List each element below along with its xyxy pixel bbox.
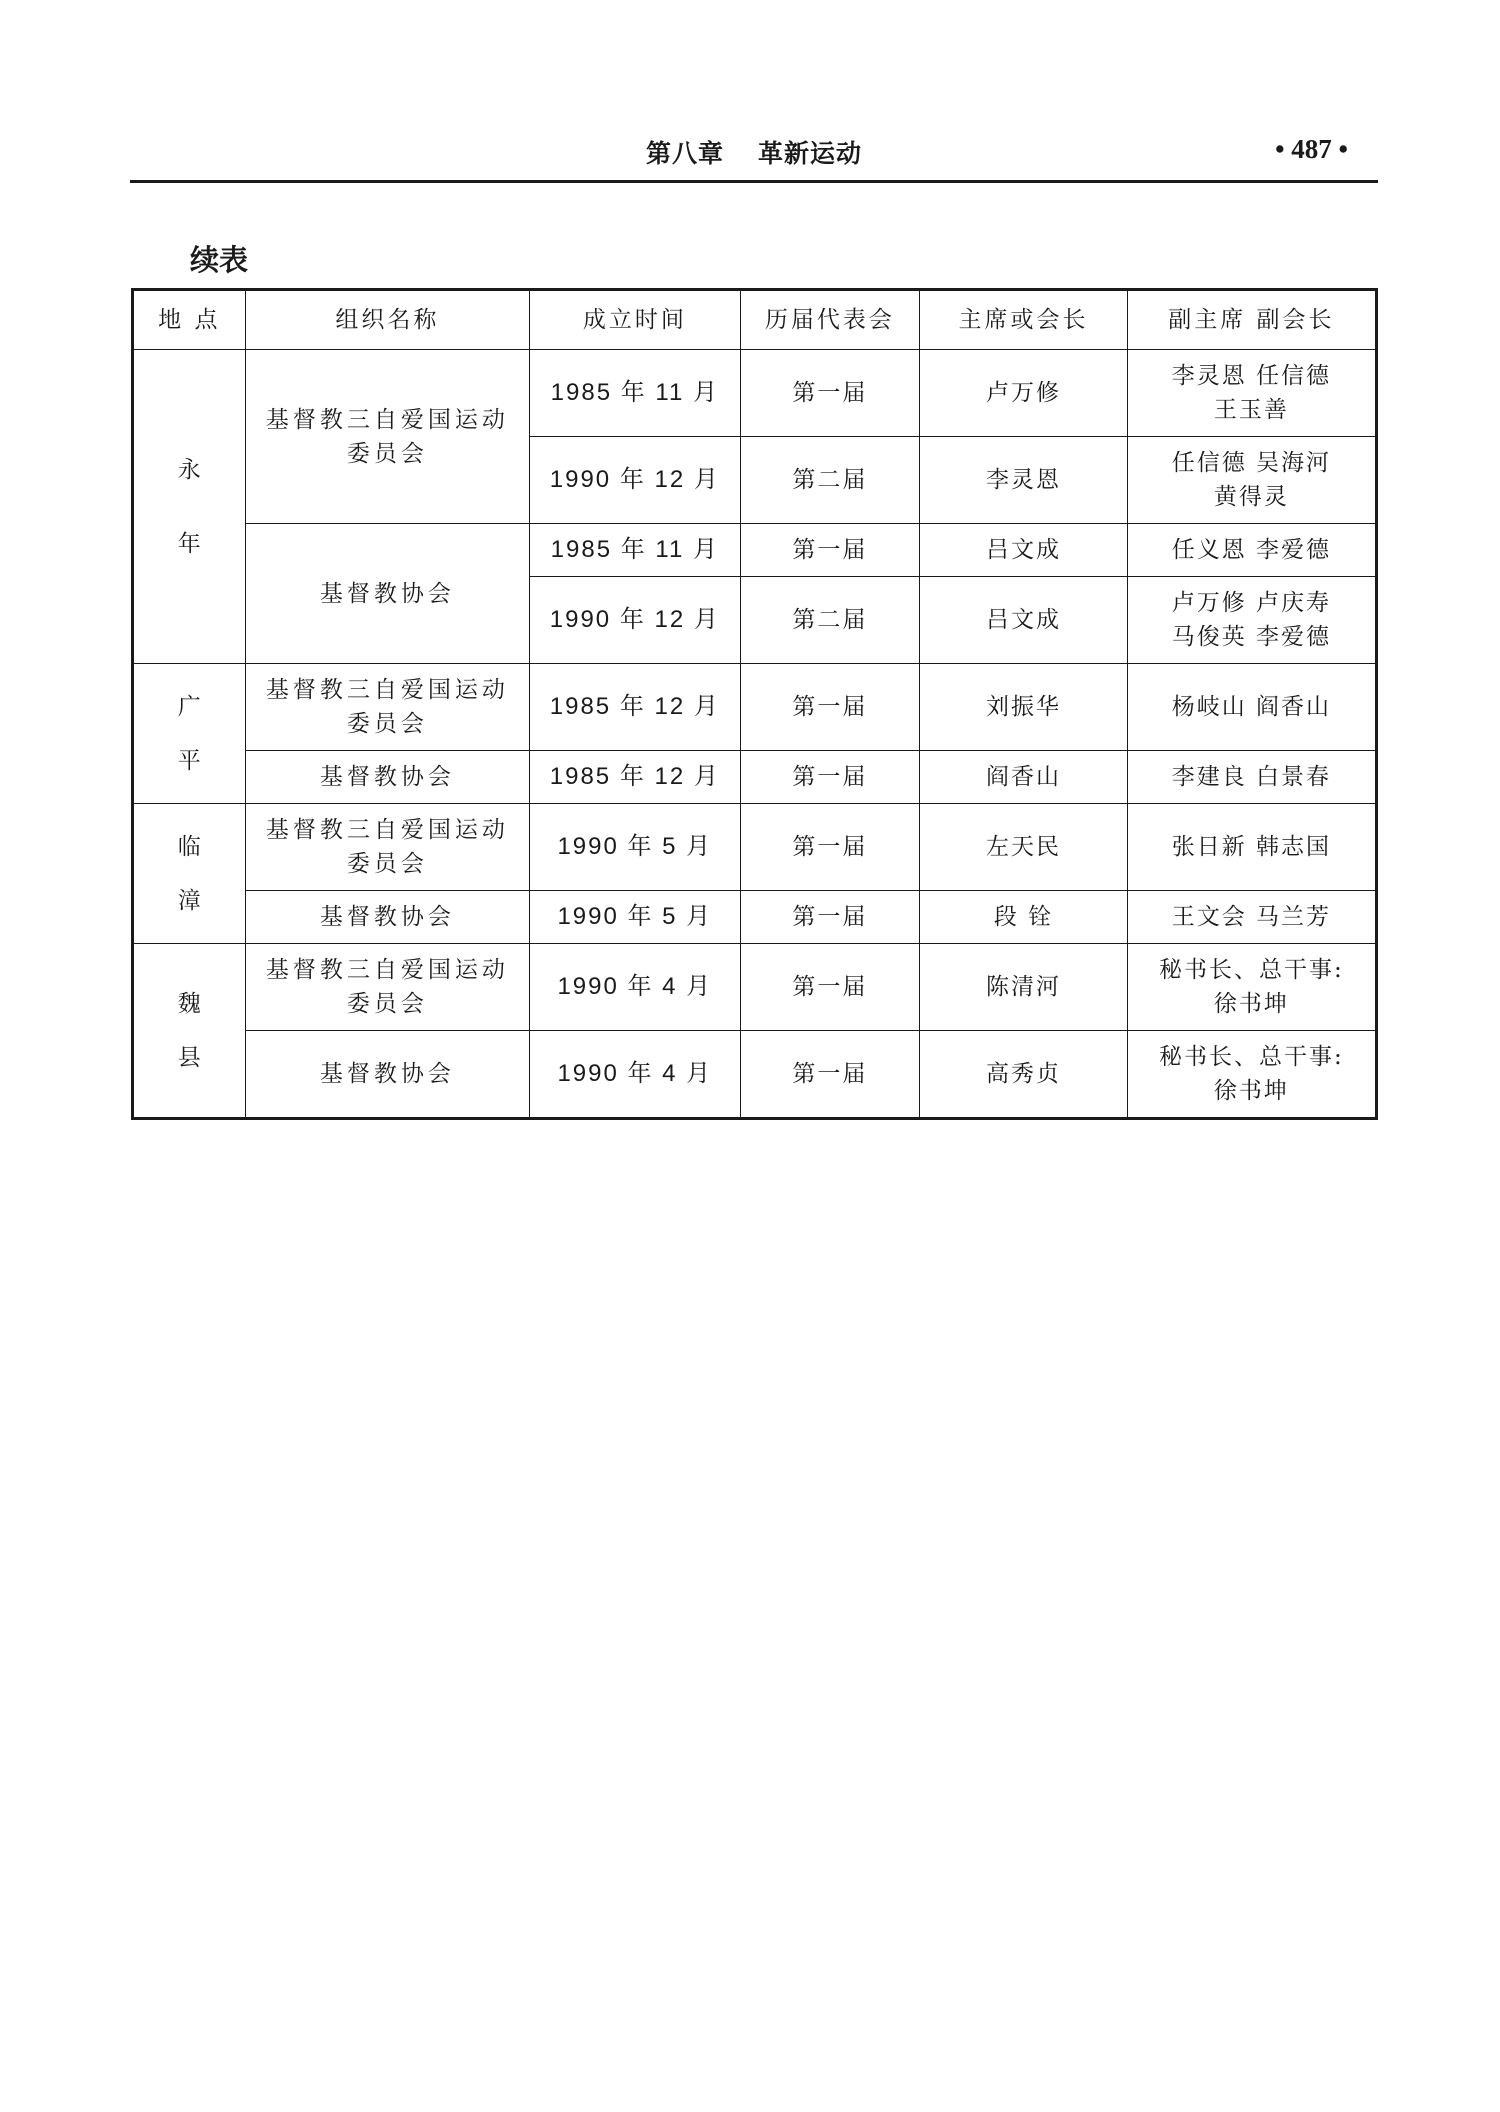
header-session: 历届代表会: [740, 290, 920, 350]
org-name-cell: 基督教协会: [245, 524, 530, 664]
vice-line: 秘书长、总干事:: [1159, 957, 1344, 983]
vice-line: 黄得灵: [1213, 484, 1289, 510]
place-cell-guangping: [133, 664, 246, 804]
place-char: 永: [177, 456, 201, 483]
chapter-label: 第八章: [645, 139, 724, 168]
session-cell: 第一届: [740, 1031, 920, 1119]
vice-line: 徐书坤: [1213, 1078, 1289, 1104]
vice-line: 杨岐山 阎香山: [1171, 694, 1332, 720]
place-cell-yongnian: [133, 350, 246, 664]
vice-line: 任义恩 李爱德: [1171, 537, 1332, 563]
header-founded-date: 成立时间: [530, 290, 740, 350]
chair-cell: 阎香山: [920, 751, 1128, 804]
vice-cell: [1127, 350, 1376, 437]
place-char: 县: [177, 1044, 201, 1071]
chair-cell: 吕文成: [920, 577, 1128, 664]
org-name-cell: 基督教协会: [245, 891, 530, 944]
header-place: 地 点: [133, 290, 246, 350]
vice-cell: [1127, 804, 1376, 891]
org-name-cell: 基督教三自爱国运动委员会: [245, 664, 530, 751]
vice-cell: [1127, 891, 1376, 944]
session-cell: 第二届: [740, 577, 920, 664]
organization-table: [131, 288, 1378, 1120]
vice-line: 张日新 韩志国: [1171, 834, 1332, 860]
session-cell: 第一届: [740, 891, 920, 944]
chair-cell: 高秀贞: [920, 1031, 1128, 1119]
vice-line: 李灵恩 任信德: [1171, 363, 1332, 389]
table-row: [133, 751, 1377, 804]
chair-cell: 左天民: [920, 804, 1128, 891]
header-org-name: 组织名称: [245, 290, 530, 350]
vice-cell: [1127, 664, 1376, 751]
place-char: 临: [177, 833, 201, 860]
chair-cell: 段 铨: [920, 891, 1128, 944]
date-cell: 1985 年 11 月: [530, 350, 740, 437]
vice-line: 李建良 白景春: [1171, 764, 1332, 790]
org-name-cell: 基督教三自爱国运动委员会: [245, 804, 530, 891]
table-row: [133, 524, 1377, 577]
vice-cell: [1127, 1031, 1376, 1119]
session-cell: 第一届: [740, 944, 920, 1031]
table-continued-label: 续表: [190, 243, 249, 277]
date-cell: 1990 年 5 月: [530, 804, 740, 891]
chair-cell: 李灵恩: [920, 437, 1128, 524]
place-char: 漳: [177, 887, 201, 914]
chair-cell: 卢万修: [920, 350, 1128, 437]
org-name-cell: 基督教协会: [245, 1031, 530, 1119]
chair-cell: 刘振华: [920, 664, 1128, 751]
date-cell: 1990 年 4 月: [530, 944, 740, 1031]
session-cell: 第一届: [740, 664, 920, 751]
org-name-cell: 基督教三自爱国运动委员会: [245, 350, 530, 524]
session-cell: 第一届: [740, 751, 920, 804]
vice-cell: [1127, 437, 1376, 524]
place-char: 平: [177, 747, 201, 774]
chapter-title: [130, 134, 1378, 170]
chair-cell: 吕文成: [920, 524, 1128, 577]
vice-cell: [1127, 944, 1376, 1031]
session-cell: 第一届: [740, 804, 920, 891]
date-cell: 1990 年 12 月: [530, 437, 740, 524]
org-name-cell: 基督教协会: [245, 751, 530, 804]
table-header-row: [133, 290, 1377, 350]
vice-line: 秘书长、总干事:: [1159, 1044, 1344, 1070]
org-name-cell: 基督教三自爱国运动委员会: [245, 944, 530, 1031]
place-char: 年: [177, 530, 201, 557]
chair-cell: 陈清河: [920, 944, 1128, 1031]
session-cell: 第一届: [740, 524, 920, 577]
vice-cell: [1127, 524, 1376, 577]
place-char: 魏: [177, 990, 201, 1017]
date-cell: 1985 年 12 月: [530, 664, 740, 751]
vice-line: 王玉善: [1213, 397, 1289, 423]
chapter-name: 革新运动: [758, 139, 863, 168]
date-cell: 1985 年 11 月: [530, 524, 740, 577]
table-row: [133, 804, 1377, 891]
table-row: [133, 664, 1377, 751]
date-cell: 1990 年 12 月: [530, 577, 740, 664]
date-cell: 1990 年 5 月: [530, 891, 740, 944]
vice-line: 徐书坤: [1213, 991, 1289, 1017]
place-char: 广: [177, 693, 201, 720]
vice-cell: [1127, 751, 1376, 804]
place-cell-weixian: [133, 944, 246, 1119]
header-vice-chairman: 副主席 副会长: [1127, 290, 1376, 350]
page-number: • 487 •: [1275, 134, 1348, 164]
vice-cell: [1127, 577, 1376, 664]
table-row: [133, 891, 1377, 944]
vice-line: 卢万修 卢庆寿: [1171, 590, 1332, 616]
date-cell: 1990 年 4 月: [530, 1031, 740, 1119]
date-cell: 1985 年 12 月: [530, 751, 740, 804]
running-header: [130, 128, 1378, 183]
table-row: [133, 350, 1377, 437]
session-cell: 第一届: [740, 350, 920, 437]
table-row: [133, 1031, 1377, 1119]
table-row: [133, 944, 1377, 1031]
place-cell-linzhang: [133, 804, 246, 944]
vice-line: 马俊英 李爱德: [1171, 624, 1332, 650]
session-cell: 第二届: [740, 437, 920, 524]
vice-line: 任信德 吴海河: [1171, 450, 1332, 476]
header-chairman: 主席或会长: [920, 290, 1128, 350]
vice-line: 王文会 马兰芳: [1171, 904, 1332, 930]
